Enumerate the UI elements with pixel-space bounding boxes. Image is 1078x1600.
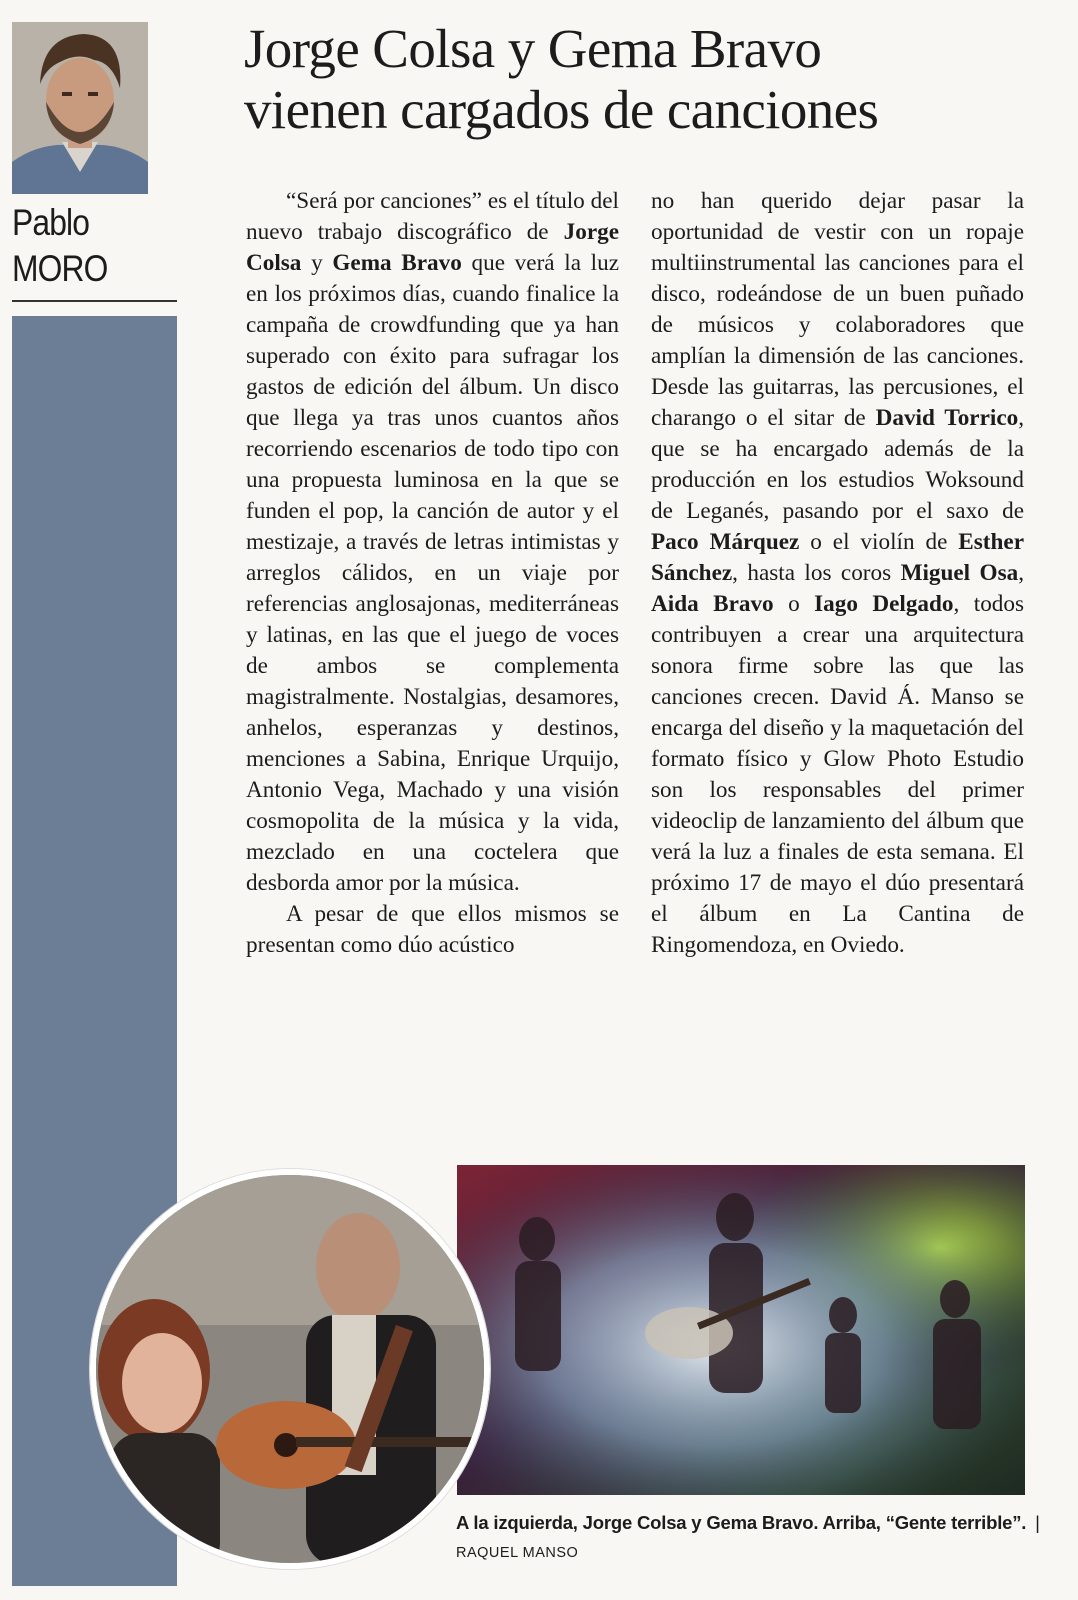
text-run: o [773, 591, 815, 617]
name-miguel-osa: Miguel Osa [900, 560, 1019, 586]
text-run: o el violín de [799, 529, 959, 555]
name-gema-bravo: Gema Bravo [332, 250, 462, 276]
author-portrait-image [12, 22, 148, 194]
text-run: , que se ha encargado además de la producción en los estudios Woksound de Leganés, pasando por el saxo de [651, 405, 1024, 524]
text-run: , todos contribuyen a crear una arquitectura sonora firme sobre las que las canciones crecen. David Á. Manso se encarga del diseño y la maquetación del formato físico y Glow Photo Estudio son los responsables del primer videoclip de lanzamiento del álbum que verá la luz a finales de esta semana. El próximo 17 de mayo el dúo presentará el álbum en La Cantina de Ringomendoza, en Oviedo. [651, 591, 1025, 958]
name-jorge-colsa: Jorge Colsa [246, 219, 619, 276]
caption-text: A la izquierda, Jorge Colsa y Gema Bravo. Arriba, “Gente terrible”. [456, 1512, 1027, 1533]
paragraph-2: A pesar de que ellos mismos se presentan como dúo acústico [246, 901, 619, 958]
article-headline [244, 18, 1064, 140]
name-aida-bravo: Aida Bravo [651, 591, 774, 617]
duo-portrait-image [96, 1175, 484, 1563]
article-column-1 [246, 186, 619, 961]
text-run: , [1018, 560, 1024, 586]
name-david-torrico: David Torrico [875, 405, 1019, 431]
headline-line-2: vienen cargados de canciones [244, 79, 879, 140]
author-last-name: MORO [12, 248, 108, 289]
photo-credit: RAQUEL MANSO [456, 1545, 579, 1561]
caption-separator: | [1035, 1512, 1040, 1533]
text-run: , hasta los coros [732, 560, 901, 586]
name-esther-sanchez: Esther Sánchez [651, 529, 1024, 586]
text-run: y [301, 250, 333, 276]
author-byline [12, 200, 154, 292]
photo-caption [456, 1509, 1046, 1567]
duo-portrait-photo [90, 1169, 490, 1569]
concert-stage-image [457, 1165, 1025, 1495]
paragraph-2-continued [651, 186, 1024, 961]
name-paco-marquez: Paco Márquez [651, 529, 800, 555]
headline-line-1: Jorge Colsa y Gema Bravo [244, 18, 822, 79]
article-column-2 [651, 186, 1024, 961]
text-run: que verá la luz en los próximos días, cuando finalice la campaña de crowdfunding que ya han superado con éxito para sufragar los gastos de edición del álbum. Un disco que llega ya tras unos cuantos años recorriendo escenarios de todo tipo con una propuesta luminosa en la que se funden el pop, la canción de autor y el mestizaje, a través de letras intimistas y arreglos cálidos, en un viaje por referencias anglosajonas, mediterráneas y latinas, en las que el juego de voces de ambos se complementa magistralmente. Nostalgias, desamores, anhelos, esperanzas y destinos, menciones a Sabina, Enrique Urquijo, Antonio Vega, Machado y una visión cosmopolita de la música y la vida, mezclado en una coctelera que desborda amor por la música. [246, 250, 620, 896]
text-run: “Será por canciones” es el título del nuevo trabajo discográfico de [246, 188, 619, 245]
text-run: no han querido dejar pasar la oportunidad de vestir con un ropaje multiinstrumental las canciones para el disco, rodeándose de un buen puñado de músicos y colaboradores que amplían la dimensión de las canciones. Desde las guitarras, las percusiones, el charango o el sitar de [651, 188, 1024, 431]
name-iago-delgado: Iago Delgado [814, 591, 954, 617]
author-first-name: Pablo [12, 202, 90, 243]
concert-photo [457, 1165, 1025, 1495]
author-divider [12, 300, 177, 302]
paragraph-1 [246, 186, 619, 899]
author-photo [12, 22, 148, 194]
